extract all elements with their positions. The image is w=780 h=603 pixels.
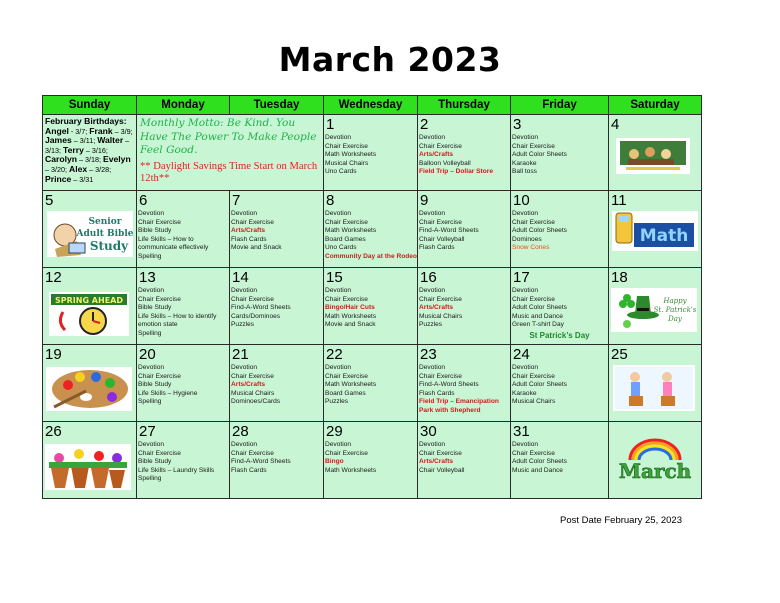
activity-list <box>137 441 229 484</box>
flower-pots-clipart <box>45 444 131 490</box>
activity-item: Devotion <box>419 210 446 217</box>
svg-text:Math: Math <box>639 226 689 246</box>
header-friday: Friday <box>511 96 609 115</box>
day-cell <box>609 345 702 422</box>
activity-list <box>324 210 417 262</box>
activity-list <box>324 364 417 407</box>
activity-list <box>418 134 510 177</box>
day-number: 14 <box>232 269 249 286</box>
activity-item: Adult Color Sheets <box>512 151 567 159</box>
day-number: 25 <box>611 346 628 363</box>
activity-item: Chair Volleyball <box>419 466 465 474</box>
activity-item: Devotion <box>138 364 165 371</box>
day-cell <box>230 345 324 422</box>
activity-item: Arts/Crafts <box>231 227 266 235</box>
clipart-image <box>612 432 698 495</box>
header-saturday: Saturday <box>609 96 702 115</box>
activity-item: Devotion <box>138 441 165 448</box>
birthday-date: – 3/11; <box>71 136 98 146</box>
header-wednesday: Wednesday <box>324 96 418 115</box>
activity-item: Chair Exercise <box>512 449 555 457</box>
day-cell-content <box>43 345 136 421</box>
activity-item: Puzzles <box>231 321 255 329</box>
activity-item: Devotion <box>231 210 258 217</box>
day-cell <box>43 268 137 345</box>
header-sunday: Sunday <box>43 96 137 115</box>
day-cell-content <box>511 422 608 498</box>
activity-item: Devotion <box>512 287 539 294</box>
activity-item: Bible Study <box>138 227 172 235</box>
day-number: 22 <box>326 346 343 363</box>
activity-item: Devotion <box>325 210 352 217</box>
activity-item: Chair Exercise <box>512 218 555 226</box>
day-number: 26 <box>45 423 62 440</box>
day-cell <box>137 268 230 345</box>
day-number: 7 <box>232 192 241 209</box>
activity-item: Musical Chairs <box>325 159 369 167</box>
daylight-savings-note: ** Daylight Savings Time Start on March 12th** <box>140 160 318 184</box>
activity-item: Musical Chairs <box>419 312 463 320</box>
birthday-date: – 3/28; <box>87 164 112 174</box>
header-thursday: Thursday <box>418 96 511 115</box>
activity-item: Movie and Snack <box>231 244 282 252</box>
day-cell <box>43 422 137 499</box>
activity-item: Devotion <box>231 441 258 448</box>
activity-item: Spelling <box>138 252 162 260</box>
activity-item: Find-A-Word Sheets <box>419 381 479 389</box>
day-number: 27 <box>139 423 156 440</box>
activity-item: Musical Chairs <box>231 389 275 397</box>
activity-item: Spelling <box>138 475 162 483</box>
activity-list <box>324 134 417 177</box>
day-number: 20 <box>139 346 156 363</box>
activity-item: Spelling <box>138 329 162 337</box>
activity-item: Find-A-Word Sheets <box>231 458 291 466</box>
svg-text:Study: Study <box>89 239 129 253</box>
clipart-image <box>45 444 131 495</box>
svg-text:Senior: Senior <box>88 217 122 227</box>
activity-item: Chair Exercise <box>231 372 274 380</box>
day-number: 21 <box>232 346 249 363</box>
activity-item: Board Games <box>325 235 366 243</box>
clipart-image <box>613 365 695 416</box>
birthday-date: – 3/16; <box>83 145 108 155</box>
activity-list <box>230 287 323 330</box>
activity-item: Chair Exercise <box>419 218 462 226</box>
activity-item: Chair Exercise <box>512 295 555 303</box>
activity-item: Community Day at the Rodeo <box>325 252 417 260</box>
activity-list <box>418 364 510 416</box>
day-cell-content <box>230 345 323 421</box>
activity-item: Chair Exercise <box>325 295 368 303</box>
activity-list <box>324 441 417 475</box>
activity-item: Bible Study <box>138 458 172 466</box>
activity-list <box>511 364 608 407</box>
birthdays-heading: February Birthdays: <box>45 116 127 126</box>
activity-item: Balloon Volleyball <box>419 159 471 167</box>
day-cell-content <box>511 115 608 190</box>
march-clipart <box>612 432 698 490</box>
post-date: Post Date February 25, 2023 <box>560 515 682 526</box>
svg-text:SPRING AHEAD: SPRING AHEAD <box>55 296 123 305</box>
activity-item: Math Worksheets <box>325 227 377 235</box>
day-cell <box>511 191 609 268</box>
day-number: 19 <box>45 346 62 363</box>
day-number: 17 <box>513 269 530 286</box>
activity-item: Board Games <box>325 389 366 397</box>
activity-item: Bingo/Hair Cuts <box>325 304 375 312</box>
st-patricks-clipart <box>611 288 697 332</box>
st-patricks-day-label: St Patrick’s Day <box>529 330 590 340</box>
activity-item: Chair Exercise <box>138 218 181 226</box>
activity-list <box>418 210 510 253</box>
day-number: 18 <box>611 269 628 286</box>
activity-item: Devotion <box>419 134 446 141</box>
day-cell-content <box>230 191 323 267</box>
day-cell-content <box>418 345 510 421</box>
activity-item: Chair Exercise <box>512 372 555 380</box>
day-cell <box>511 345 609 422</box>
day-number: 9 <box>420 192 429 209</box>
day-number: 24 <box>513 346 530 363</box>
day-number: 15 <box>326 269 343 286</box>
activity-item: Devotion <box>325 134 352 141</box>
day-cell-content <box>609 345 701 421</box>
day-number: 3 <box>513 116 522 133</box>
activity-list <box>324 287 417 330</box>
activity-item: Field Trip – Dollar Store <box>419 168 494 176</box>
day-cell <box>511 115 609 191</box>
day-cell-content <box>230 422 323 498</box>
day-cell-content <box>324 268 417 344</box>
day-number: 10 <box>513 192 530 209</box>
day-cell-content <box>418 191 510 267</box>
activity-list <box>230 441 323 475</box>
exercise-clipart <box>613 365 695 411</box>
activity-list <box>418 441 510 475</box>
day-number: 2 <box>420 116 429 133</box>
activity-item: Find-A-Word Sheets <box>419 227 479 235</box>
activity-item: Adult Color Sheets <box>512 381 567 389</box>
activity-item: Devotion <box>419 364 446 371</box>
activity-item: Math Worksheets <box>325 466 377 474</box>
activity-item: Chair Volleyball <box>419 235 465 243</box>
activity-item: Life Skills – Hygiene <box>138 389 198 397</box>
activity-item: Cards/Dominoes <box>231 312 281 320</box>
day-cell-content <box>137 191 229 267</box>
activity-item: Ball toss <box>512 168 537 176</box>
day-cell-content <box>324 345 417 421</box>
birthday-name: Walter <box>97 135 124 146</box>
day-cell <box>418 268 511 345</box>
day-number: 16 <box>420 269 437 286</box>
day-cell <box>43 345 137 422</box>
day-cell <box>324 268 418 345</box>
activity-item: Devotion <box>512 364 539 371</box>
activity-item: Devotion <box>419 287 446 294</box>
activity-item: Arts/Crafts <box>419 304 454 312</box>
day-cell-content <box>324 422 417 498</box>
day-cell-content <box>137 345 229 421</box>
activity-item: Life Skills – How to identify emotion state <box>138 312 217 329</box>
activity-item: Puzzles <box>325 398 349 406</box>
activity-item: Karaoke <box>512 389 537 397</box>
activity-list <box>511 134 608 177</box>
header-monday: Monday <box>137 96 230 115</box>
activity-item: Math Worksheets <box>325 381 377 389</box>
day-cell-content <box>324 115 417 190</box>
day-cell <box>230 268 324 345</box>
clipart-image <box>616 138 690 179</box>
activity-item: Math Worksheets <box>325 312 377 320</box>
activity-item: Chair Exercise <box>231 218 274 226</box>
activity-item: Adult Color Sheets <box>512 304 567 312</box>
activity-item: Devotion <box>325 441 352 448</box>
activity-item: Life Skills – Laundry Skills <box>138 466 215 474</box>
header-tuesday: Tuesday <box>230 96 324 115</box>
day-cell-content <box>511 345 608 421</box>
activity-item: Karaoke <box>512 159 537 167</box>
activity-item: Chair Exercise <box>512 142 555 150</box>
birthdays-cell <box>43 115 137 191</box>
clipart-image <box>46 367 132 416</box>
svg-text:Day: Day <box>668 315 682 323</box>
motto-cell <box>137 115 324 191</box>
activity-item: Adult Color Sheets <box>512 458 567 466</box>
activity-item: Dominoes/Cards <box>231 398 281 406</box>
birthday-name: Alex <box>68 163 88 174</box>
activity-item: Devotion <box>512 441 539 448</box>
activity-item: Bible Study <box>138 381 172 389</box>
birthday-name: Evelyn <box>102 154 131 165</box>
birthday-date: – 3/9; <box>112 126 133 136</box>
birthday-name: Angel <box>45 125 69 136</box>
activity-item: Devotion <box>419 441 446 448</box>
birthday-name: James <box>45 135 72 146</box>
day-number: 13 <box>139 269 156 286</box>
activity-list <box>511 287 608 330</box>
day-number: 8 <box>326 192 335 209</box>
activity-item: Flash Cards <box>231 235 267 243</box>
day-number: 30 <box>420 423 437 440</box>
activity-item: Chair Exercise <box>325 372 368 380</box>
birthday-name: Prince <box>45 173 72 184</box>
activity-item: Devotion <box>325 364 352 371</box>
birthday-name: Terry <box>62 144 84 155</box>
day-cell <box>609 191 702 268</box>
activity-item: Chair Exercise <box>419 295 462 303</box>
day-number: 11 <box>611 192 627 209</box>
activity-item: Chair Exercise <box>231 449 274 457</box>
activity-list <box>137 364 229 407</box>
activity-item: Devotion <box>231 287 258 294</box>
day-number: 23 <box>420 346 437 363</box>
activity-item: Flash Cards <box>231 466 267 474</box>
birthday-name: Frank <box>89 125 113 136</box>
calendar-title: March 2023 <box>278 40 502 79</box>
activity-item: Devotion <box>231 364 258 371</box>
day-cell <box>137 345 230 422</box>
day-cell-content <box>137 422 229 498</box>
clipart-image <box>47 211 133 262</box>
day-cell-content <box>609 115 701 190</box>
activity-item: Uno Cards <box>325 244 357 252</box>
activity-list <box>511 441 608 475</box>
activity-list <box>418 287 510 330</box>
day-cell-content <box>418 268 510 344</box>
day-cell-content <box>609 422 701 498</box>
day-cell <box>511 268 609 345</box>
day-cell-content <box>230 268 323 344</box>
activity-item: Devotion <box>512 210 539 217</box>
bible-study-clipart <box>47 211 133 257</box>
math-clipart <box>612 211 698 251</box>
activity-item: Chair Exercise <box>138 449 181 457</box>
spring-ahead-clipart <box>49 292 129 336</box>
day-cell <box>324 345 418 422</box>
day-cell-content <box>43 268 136 344</box>
activity-item: Devotion <box>325 287 352 294</box>
day-cell <box>609 422 702 499</box>
activity-item: Chair Exercise <box>325 142 368 150</box>
activity-item: Music and Dance <box>512 466 563 474</box>
activity-item: Dominoes <box>512 235 542 243</box>
activity-item: Puzzles <box>419 321 443 329</box>
activity-item: Chair Exercise <box>231 295 274 303</box>
activity-item: Chair Exercise <box>325 449 368 457</box>
day-cell <box>418 191 511 268</box>
calendar-grid <box>42 95 702 499</box>
day-cell-content <box>418 115 510 190</box>
day-cell-content <box>511 191 608 267</box>
day-number: 28 <box>232 423 249 440</box>
day-number: 31 <box>513 423 530 440</box>
day-cell-content <box>511 268 608 344</box>
day-number: 4 <box>611 116 620 133</box>
day-cell <box>418 422 511 499</box>
activity-item: Adult Color Sheets <box>512 227 567 235</box>
activity-item: Devotion <box>138 287 165 294</box>
activity-list <box>137 210 229 262</box>
activity-item: Life Skills – How to communicate effectively <box>138 235 209 252</box>
birthday-date: – 3/13; <box>45 136 130 155</box>
activity-list <box>230 210 323 253</box>
activity-item: Snow Cones <box>512 244 550 252</box>
activity-item: Spelling <box>138 398 162 406</box>
day-number: 29 <box>326 423 343 440</box>
day-cell <box>137 422 230 499</box>
activity-item: Devotion <box>512 134 539 141</box>
day-cell-content <box>609 268 701 344</box>
day-cell <box>43 191 137 268</box>
day-number: 5 <box>45 192 54 209</box>
activity-item: Arts/Crafts <box>419 458 454 466</box>
activity-list <box>137 287 229 339</box>
day-cell <box>609 115 702 191</box>
day-cell <box>418 115 511 191</box>
activity-item: Chair Exercise <box>419 372 462 380</box>
day-cell <box>609 268 702 345</box>
day-cell <box>324 422 418 499</box>
activity-item: Chair Exercise <box>419 449 462 457</box>
family-clipart <box>616 138 690 174</box>
day-cell <box>230 191 324 268</box>
day-number: 12 <box>45 269 62 286</box>
activity-item: Chair Exercise <box>325 218 368 226</box>
activity-item: Musical Chairs <box>512 398 556 406</box>
activity-item: Green T-shirt Day <box>512 321 564 329</box>
birthdays-list <box>43 115 136 186</box>
monthly-motto: Monthly Motto: Be Kind. You Have The Power To Make People Feel Good. <box>140 117 317 156</box>
day-cell <box>324 191 418 268</box>
birthday-date: – 3/31 <box>71 174 94 184</box>
birthday-date: – 3/18; <box>77 155 103 165</box>
activity-item: Field Trip – Emancipation Park with Shepherd <box>419 398 499 414</box>
clipart-image <box>612 211 698 256</box>
birthday-date: - 3/7; <box>68 126 90 136</box>
day-cell <box>324 115 418 191</box>
paint-palette-clipart <box>46 367 132 411</box>
day-cell-content <box>609 191 701 267</box>
birthday-name: Carolyn <box>45 154 77 165</box>
svg-text:March: March <box>618 459 692 483</box>
activity-item: Arts/Crafts <box>231 381 266 389</box>
day-cell <box>511 422 609 499</box>
activity-item: Math Worksheets <box>325 151 377 159</box>
day-cell <box>418 345 511 422</box>
activity-item: Find-A-Word Sheets <box>231 304 291 312</box>
activity-item: Chair Exercise <box>419 142 462 150</box>
activity-item: Bible Study <box>138 304 172 312</box>
day-number: 1 <box>326 116 335 133</box>
activity-item: Movie and Snack <box>325 321 376 329</box>
svg-text:Happy: Happy <box>663 297 687 305</box>
activity-item: Flash Cards <box>419 244 455 252</box>
day-number: 6 <box>139 192 148 209</box>
activity-item: Arts/Crafts <box>419 151 454 159</box>
day-cell <box>230 422 324 499</box>
activity-list <box>511 210 608 253</box>
clipart-image <box>611 288 697 337</box>
day-cell-content <box>43 191 136 267</box>
activity-item: Devotion <box>138 210 165 217</box>
activity-item: Chair Exercise <box>138 295 181 303</box>
clipart-image <box>49 292 129 341</box>
day-cell-content <box>324 191 417 267</box>
svg-text:St. Patrick's: St. Patrick's <box>653 306 697 314</box>
day-cell-content <box>43 422 136 498</box>
activity-list <box>230 364 323 407</box>
day-cell-content <box>418 422 510 498</box>
activity-item: Chair Exercise <box>138 372 181 380</box>
activity-item: Bingo <box>325 458 344 466</box>
day-cell-content <box>137 268 229 344</box>
activity-item: Music and Dance <box>512 312 563 320</box>
day-cell <box>137 191 230 268</box>
birthday-date: – 3/20; <box>45 164 69 174</box>
svg-text:Adult Bible: Adult Bible <box>76 229 133 239</box>
activity-item: Flash Cards <box>419 389 455 397</box>
activity-item: Uno Cards <box>325 168 357 176</box>
